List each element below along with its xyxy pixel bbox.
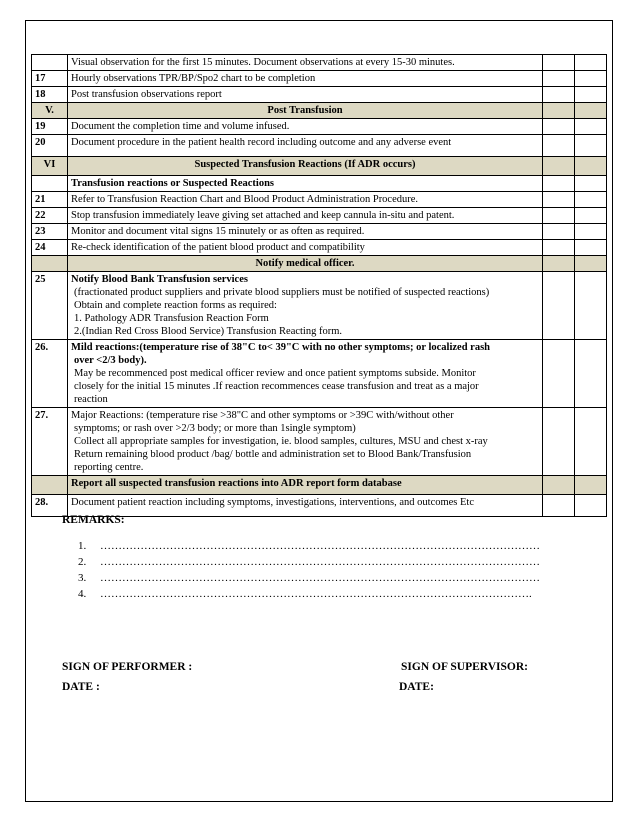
check-cell[interactable] bbox=[575, 55, 607, 71]
row-text-line: Transfusion reactions or Suspected Reactions bbox=[71, 178, 275, 189]
remark-dots: ………………………………………………………………………………………………………… bbox=[100, 540, 540, 552]
remark-line[interactable] bbox=[78, 586, 540, 602]
row-text-line: Notify Blood Bank Transfusion services bbox=[71, 274, 248, 285]
row-number: VI bbox=[32, 157, 68, 176]
row-text-line: 1. Pathology ADR Transfusion Reaction Form bbox=[74, 313, 269, 324]
remark-dots: ………………………………………………………………………………………………………… bbox=[100, 572, 540, 584]
row-text bbox=[68, 256, 543, 272]
check-cell[interactable] bbox=[575, 240, 607, 256]
remark-dots: ………………………………………………………………………………………………………… bbox=[100, 556, 540, 568]
table-row bbox=[32, 240, 607, 256]
row-text bbox=[68, 224, 543, 240]
check-cell[interactable] bbox=[543, 157, 575, 176]
row-number: 17 bbox=[32, 71, 68, 87]
row-text bbox=[68, 340, 543, 408]
row-number: 19 bbox=[32, 119, 68, 135]
row-text-line: Document patient reaction including symptoms, investigations, interventions, and outcomes Etc bbox=[71, 497, 475, 508]
row-text bbox=[68, 208, 543, 224]
check-cell[interactable] bbox=[543, 240, 575, 256]
check-cell[interactable] bbox=[543, 176, 575, 192]
row-text-line: Document procedure in the patient health record including outcome and any adverse event bbox=[71, 137, 452, 148]
check-cell[interactable] bbox=[575, 476, 607, 495]
row-text bbox=[68, 176, 543, 192]
sign-of-performer-label: SIGN OF PERFORMER : bbox=[62, 661, 193, 673]
check-cell[interactable] bbox=[543, 119, 575, 135]
row-text-line: May be recommenced post medical officer review and once patient symptoms subside. Monitor bbox=[74, 368, 476, 379]
checklist-table bbox=[31, 54, 607, 517]
row-number bbox=[32, 476, 68, 495]
row-text-line: Refer to Transfusion Reaction Chart and Blood Product Administration Procedure. bbox=[71, 194, 419, 205]
remark-line[interactable] bbox=[78, 538, 540, 554]
check-cell[interactable] bbox=[543, 192, 575, 208]
row-number: 27. bbox=[32, 408, 68, 476]
row-text-line: reporting centre. bbox=[74, 462, 144, 473]
row-text-line: Obtain and complete reaction forms as required: bbox=[74, 300, 277, 311]
row-text-line: (fractionated product suppliers and private blood suppliers must be notified of suspected reactions) bbox=[74, 287, 490, 298]
row-text bbox=[68, 55, 543, 71]
row-text-line: Post transfusion observations report bbox=[71, 89, 222, 100]
check-cell[interactable] bbox=[543, 87, 575, 103]
check-cell[interactable] bbox=[543, 476, 575, 495]
check-cell[interactable] bbox=[543, 224, 575, 240]
table-row bbox=[32, 103, 607, 119]
row-number: 24 bbox=[32, 240, 68, 256]
row-text bbox=[68, 157, 543, 176]
sign-of-supervisor-label: SIGN OF SUPERVISOR: bbox=[401, 661, 528, 673]
remark-line[interactable] bbox=[78, 570, 540, 586]
row-text-line: Visual observation for the first 15 minutes. Document observations at every 15-30 minutes. bbox=[71, 57, 455, 68]
check-cell[interactable] bbox=[575, 103, 607, 119]
table-row bbox=[32, 256, 607, 272]
row-number bbox=[32, 176, 68, 192]
table-row bbox=[32, 476, 607, 495]
table-row bbox=[32, 272, 607, 340]
row-text-line: Collect all appropriate samples for investigation, ie. blood samples, cultures, MSU and chest x-ray bbox=[74, 436, 488, 447]
row-text-line: Major Reactions: (temperature rise >38"C and other symptoms or >39C with/without other bbox=[71, 410, 454, 421]
remarks-list bbox=[78, 538, 540, 602]
table-row bbox=[32, 119, 607, 135]
date-left-label: DATE : bbox=[62, 681, 100, 693]
check-cell[interactable] bbox=[575, 176, 607, 192]
row-text bbox=[68, 408, 543, 476]
check-cell[interactable] bbox=[543, 135, 575, 157]
remark-number: 4. bbox=[78, 588, 87, 600]
row-text bbox=[68, 240, 543, 256]
row-number: 25 bbox=[32, 272, 68, 340]
table-row bbox=[32, 340, 607, 408]
check-cell[interactable] bbox=[543, 71, 575, 87]
check-cell[interactable] bbox=[575, 87, 607, 103]
remark-number: 2. bbox=[78, 556, 87, 568]
row-number: 21 bbox=[32, 192, 68, 208]
check-cell[interactable] bbox=[543, 272, 575, 340]
row-number bbox=[32, 55, 68, 71]
row-text-line: closely for the initial 15 minutes .If reaction recommences cease transfusion and treat as a major bbox=[74, 381, 479, 392]
check-cell[interactable] bbox=[543, 256, 575, 272]
check-cell[interactable] bbox=[575, 495, 607, 517]
check-cell[interactable] bbox=[575, 135, 607, 157]
row-text bbox=[68, 495, 543, 517]
table-row bbox=[32, 176, 607, 192]
row-text bbox=[68, 87, 543, 103]
check-cell[interactable] bbox=[575, 192, 607, 208]
row-number: 22 bbox=[32, 208, 68, 224]
row-number bbox=[32, 256, 68, 272]
table-row bbox=[32, 208, 607, 224]
row-text bbox=[68, 192, 543, 208]
row-text-line: Notify medical officer. bbox=[255, 258, 355, 269]
row-text-line: Suspected Transfusion Reactions (If ADR occurs) bbox=[194, 159, 416, 170]
row-text-line: Hourly observations TPR/BP/Spo2 chart to be completion bbox=[71, 73, 316, 84]
check-cell[interactable] bbox=[575, 408, 607, 476]
check-cell[interactable] bbox=[575, 224, 607, 240]
row-number: 26. bbox=[32, 340, 68, 408]
table-row bbox=[32, 192, 607, 208]
check-cell[interactable] bbox=[575, 71, 607, 87]
row-text-line: Stop transfusion immediately leave giving set attached and keep cannula in-situ and patent. bbox=[71, 210, 455, 221]
remark-line[interactable] bbox=[78, 554, 540, 570]
check-cell[interactable] bbox=[543, 495, 575, 517]
check-cell[interactable] bbox=[543, 103, 575, 119]
row-number: 23 bbox=[32, 224, 68, 240]
row-text-line: 2.(Indian Red Cross Blood Service) Transfusion Reacting form. bbox=[74, 326, 343, 337]
row-text bbox=[68, 103, 543, 119]
row-text bbox=[68, 476, 543, 495]
check-cell[interactable] bbox=[575, 256, 607, 272]
row-text bbox=[68, 119, 543, 135]
check-cell[interactable] bbox=[543, 340, 575, 408]
row-number: 28. bbox=[32, 495, 68, 517]
remark-number: 3. bbox=[78, 572, 87, 584]
remark-dots: ………………………………………………………………………………………………………. bbox=[100, 588, 532, 600]
row-text-line: Return remaining blood product /bag/ bottle and administration set to Blood Bank/Transfusion bbox=[74, 449, 472, 460]
check-cell[interactable] bbox=[543, 208, 575, 224]
check-cell[interactable] bbox=[575, 157, 607, 176]
check-cell[interactable] bbox=[543, 55, 575, 71]
table-row bbox=[32, 135, 607, 157]
date-right-label: DATE: bbox=[399, 681, 434, 693]
table-row bbox=[32, 408, 607, 476]
table-row bbox=[32, 87, 607, 103]
row-text bbox=[68, 272, 543, 340]
row-text-line: Mild reactions:(temperature rise of 38"C to< 39"C with no other symptoms; or localized rash bbox=[71, 342, 491, 353]
row-number: 18 bbox=[32, 87, 68, 103]
row-text-line: symptoms; or rash over >2/3 body; or more than 1single symptom) bbox=[74, 423, 356, 434]
check-cell[interactable] bbox=[575, 272, 607, 340]
row-text-line: Report all suspected transfusion reactions into ADR report form database bbox=[71, 478, 402, 489]
row-text-line: over <2/3 body). bbox=[74, 355, 147, 366]
row-text-line: Post Transfusion bbox=[267, 105, 343, 116]
check-cell[interactable] bbox=[543, 408, 575, 476]
table-row bbox=[32, 157, 607, 176]
row-text-line: Document the completion time and volume infused. bbox=[71, 121, 290, 132]
table-row bbox=[32, 71, 607, 87]
check-cell[interactable] bbox=[575, 208, 607, 224]
check-cell[interactable] bbox=[575, 119, 607, 135]
table-row bbox=[32, 224, 607, 240]
row-number: V. bbox=[32, 103, 68, 119]
row-text bbox=[68, 135, 543, 157]
row-text-line: Re-check identification of the patient blood product and compatibility bbox=[71, 242, 365, 253]
remark-number: 1. bbox=[78, 540, 87, 552]
check-cell[interactable] bbox=[575, 340, 607, 408]
row-text bbox=[68, 71, 543, 87]
table-row bbox=[32, 55, 607, 71]
row-text-line: Monitor and document vital signs 15 minutely or as often as required. bbox=[71, 226, 365, 237]
remarks-title: REMARKS: bbox=[62, 514, 125, 526]
row-text-line: reaction bbox=[74, 394, 108, 405]
row-number: 20 bbox=[32, 135, 68, 157]
